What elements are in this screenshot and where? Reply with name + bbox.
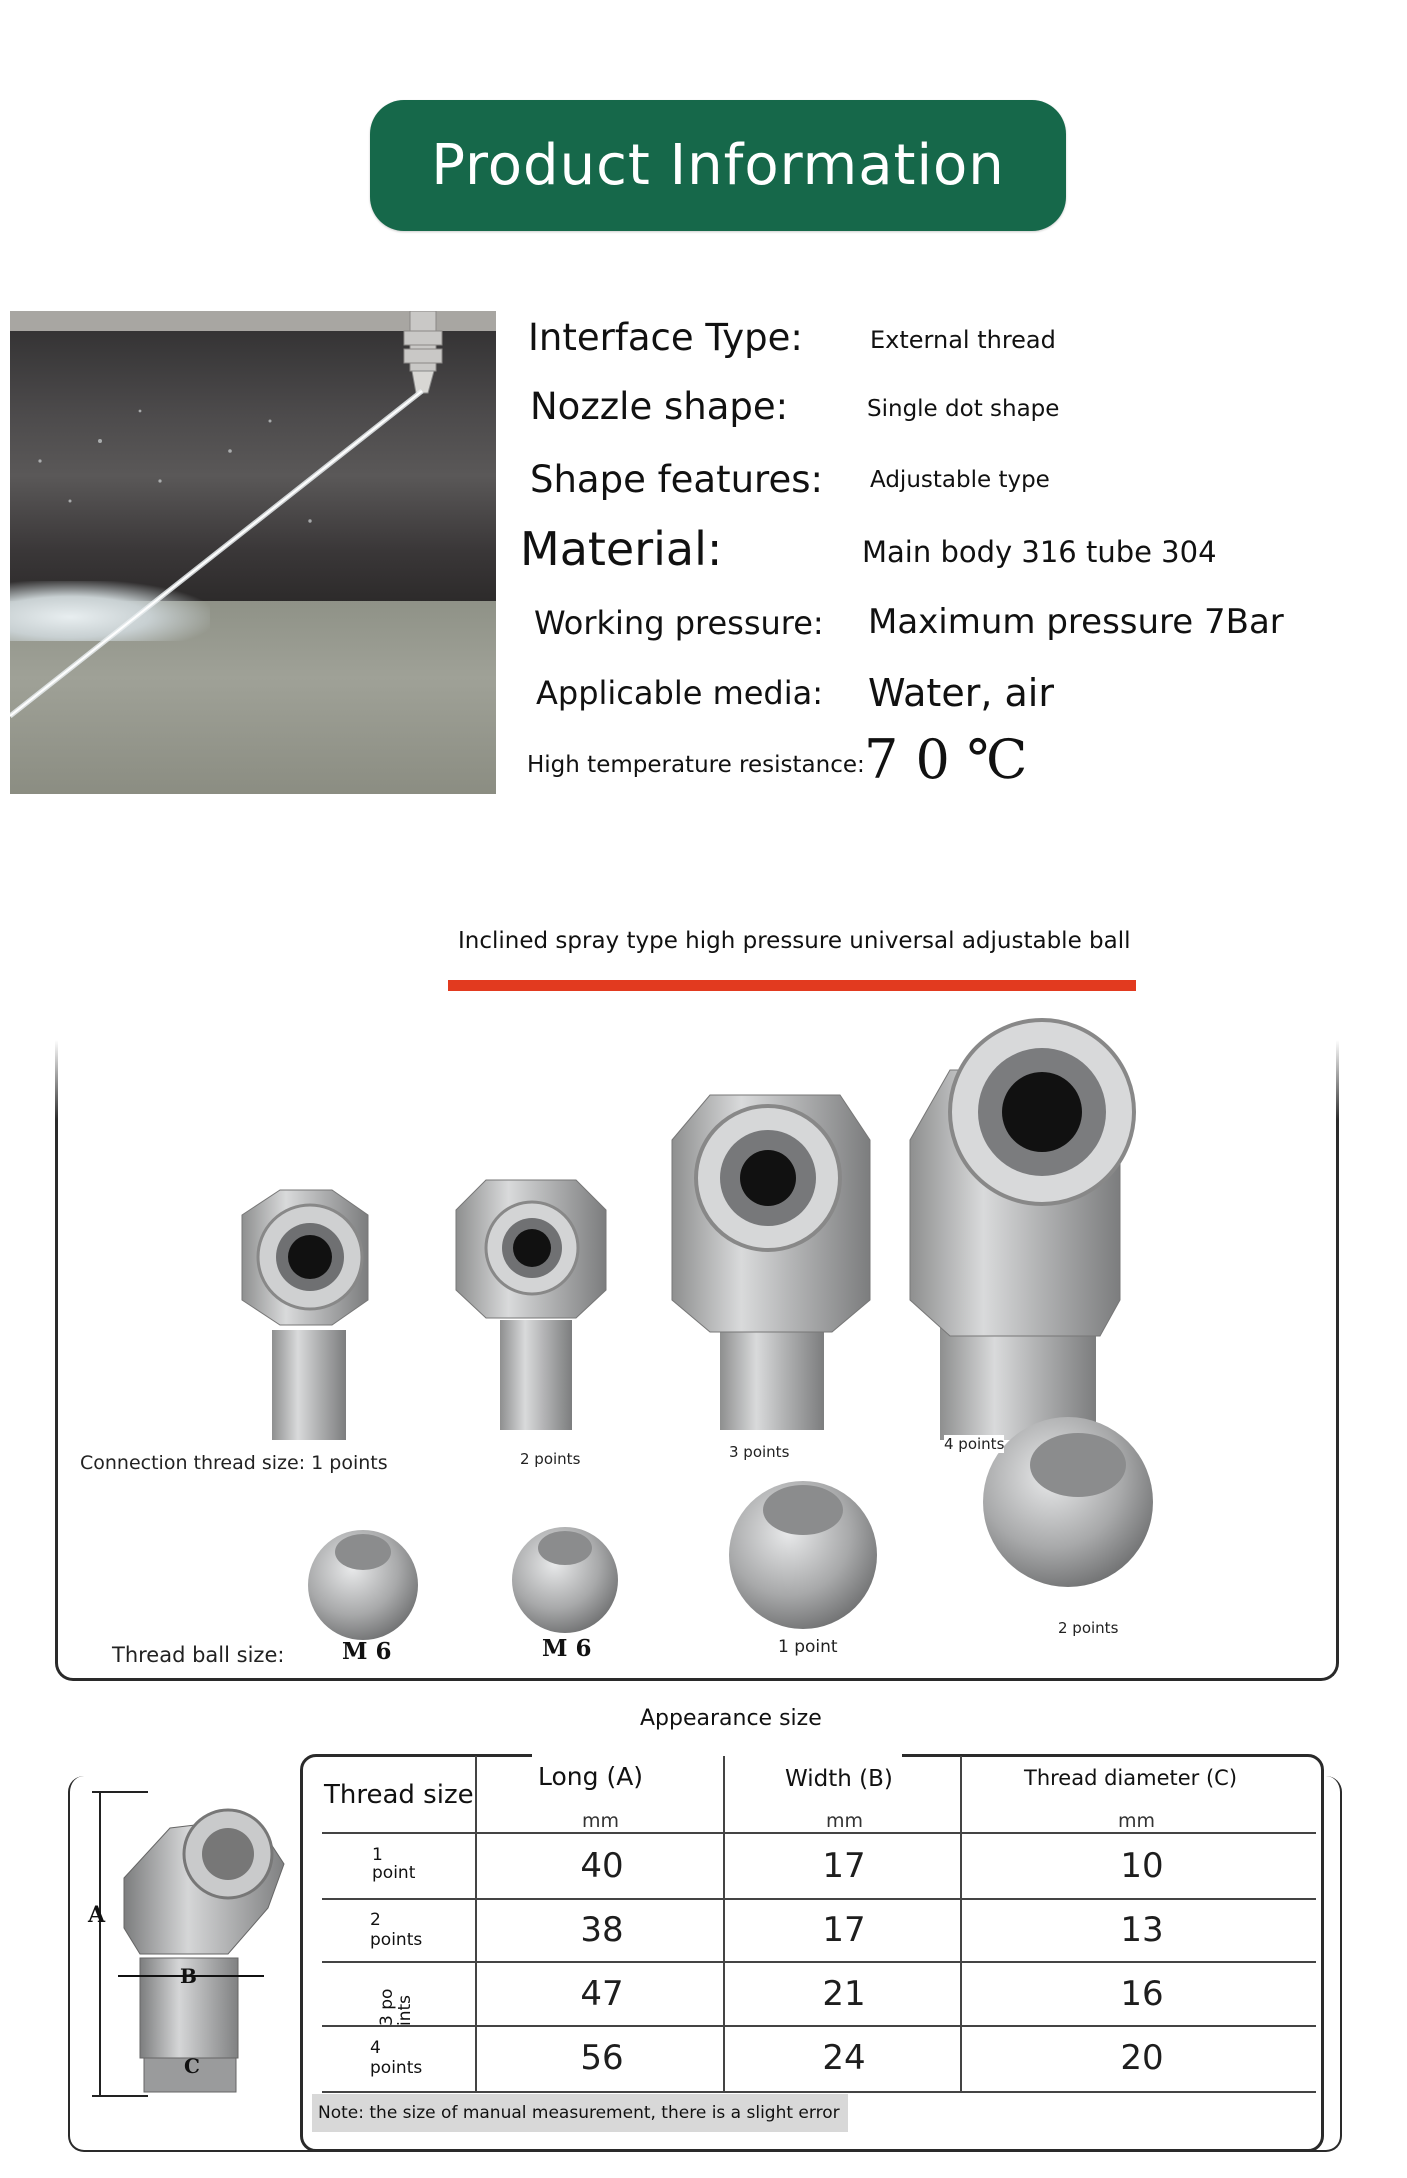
spec-label-high-temp: High temperature resistance:: [527, 752, 865, 778]
section-underline: [448, 980, 1136, 991]
unit-long: mm: [582, 1810, 620, 1832]
nozzles-illustration: [220, 1000, 1180, 1670]
table-row-3-width: 21: [822, 1974, 866, 2014]
table-row-1-long: 40: [580, 1846, 624, 1886]
connection-thread-label: Connection thread size: 1 points: [76, 1450, 392, 1476]
spec-label-material: Material:: [520, 522, 723, 576]
thread-ball-size-label: Thread ball size:: [108, 1641, 288, 1669]
ball-size-2-points: 2 points: [1058, 1619, 1119, 1637]
table-row-2-diameter: 13: [1120, 1910, 1164, 1950]
table-row-4-long: 56: [580, 2038, 624, 2078]
spec-label-shape-features: Shape features:: [530, 458, 823, 501]
table-row-4-diameter: 20: [1120, 2038, 1164, 2078]
size-label-4-points: 4 points: [944, 1435, 1005, 1453]
col-header-diameter: Thread diameter (C): [1024, 1766, 1238, 1790]
measurement-note: Note: the size of manual measurement, there is a slight error: [312, 2094, 848, 2132]
table-row-4-size: 4 points: [370, 2038, 423, 2078]
page-title-banner: [370, 100, 1066, 231]
table-row-2-width: 17: [822, 1910, 866, 1950]
ball-size-m6-b: M 6: [542, 1635, 592, 1662]
spec-value-interface: External thread: [870, 326, 1056, 354]
table-row-1-width: 17: [822, 1846, 866, 1886]
spec-value-nozzle-shape: Single dot shape: [867, 396, 1060, 422]
table-row-2-long: 38: [580, 1910, 624, 1950]
spec-value-applicable-media: Water, air: [868, 671, 1054, 715]
col-header-long: Long (A): [538, 1762, 644, 1791]
col-header-width: Width (B): [785, 1766, 893, 1792]
appearance-title: Appearance size: [640, 1706, 822, 1731]
nozzle-1-points: [242, 1180, 368, 1440]
table-row-3-size: 3 po ints: [377, 1988, 415, 2026]
diagram-label-a: A: [88, 1902, 106, 1928]
spec-label-working-pressure: Working pressure:: [534, 604, 824, 642]
table-row-1-size: 1 point: [372, 1845, 416, 1883]
col-header-thread-size: Thread size: [324, 1780, 474, 1810]
ball-size-m6-a: M 6: [342, 1638, 392, 1665]
nozzle-3-points: [672, 1095, 870, 1430]
spec-value-shape-features: Adjustable type: [870, 467, 1050, 493]
size-label-2-points: 2 points: [520, 1450, 581, 1468]
table-row-2-size: 2 points: [370, 1910, 423, 1950]
spec-label-nozzle-shape: Nozzle shape:: [530, 385, 789, 428]
table-row-3-long: 47: [580, 1974, 624, 2014]
spray-photo: [10, 311, 496, 794]
nozzle-4-points: [910, 1020, 1134, 1440]
unit-width: mm: [826, 1810, 864, 1832]
nozzle-2-points: [456, 1180, 606, 1430]
table-row-1-diameter: 10: [1120, 1846, 1164, 1886]
nozzle-jet-illustration: [10, 311, 496, 794]
page-title: Product Information: [431, 133, 1005, 198]
diagram-label-c: C: [184, 2054, 200, 2078]
table-row-4-width: 24: [822, 2038, 866, 2078]
diagram-label-b: B: [180, 1964, 197, 1988]
ball-size-1-point: 1 point: [778, 1637, 838, 1657]
table-row-3-diameter: 16: [1120, 1974, 1164, 2014]
size-label-3-points: 3 points: [729, 1443, 790, 1461]
dimension-diagram: [78, 1778, 300, 2098]
spec-value-material: Main body 316 tube 304: [862, 535, 1217, 569]
section-title: Inclined spray type high pressure universal adjustable ball: [458, 928, 1131, 954]
spec-value-working-pressure: Maximum pressure 7Bar: [868, 602, 1284, 642]
spec-label-applicable-media: Applicable media:: [536, 674, 824, 712]
unit-diameter: mm: [1118, 1810, 1156, 1832]
spec-label-interface: Interface Type:: [528, 316, 803, 359]
spec-value-high-temp: 7 0 ℃: [864, 728, 1028, 791]
